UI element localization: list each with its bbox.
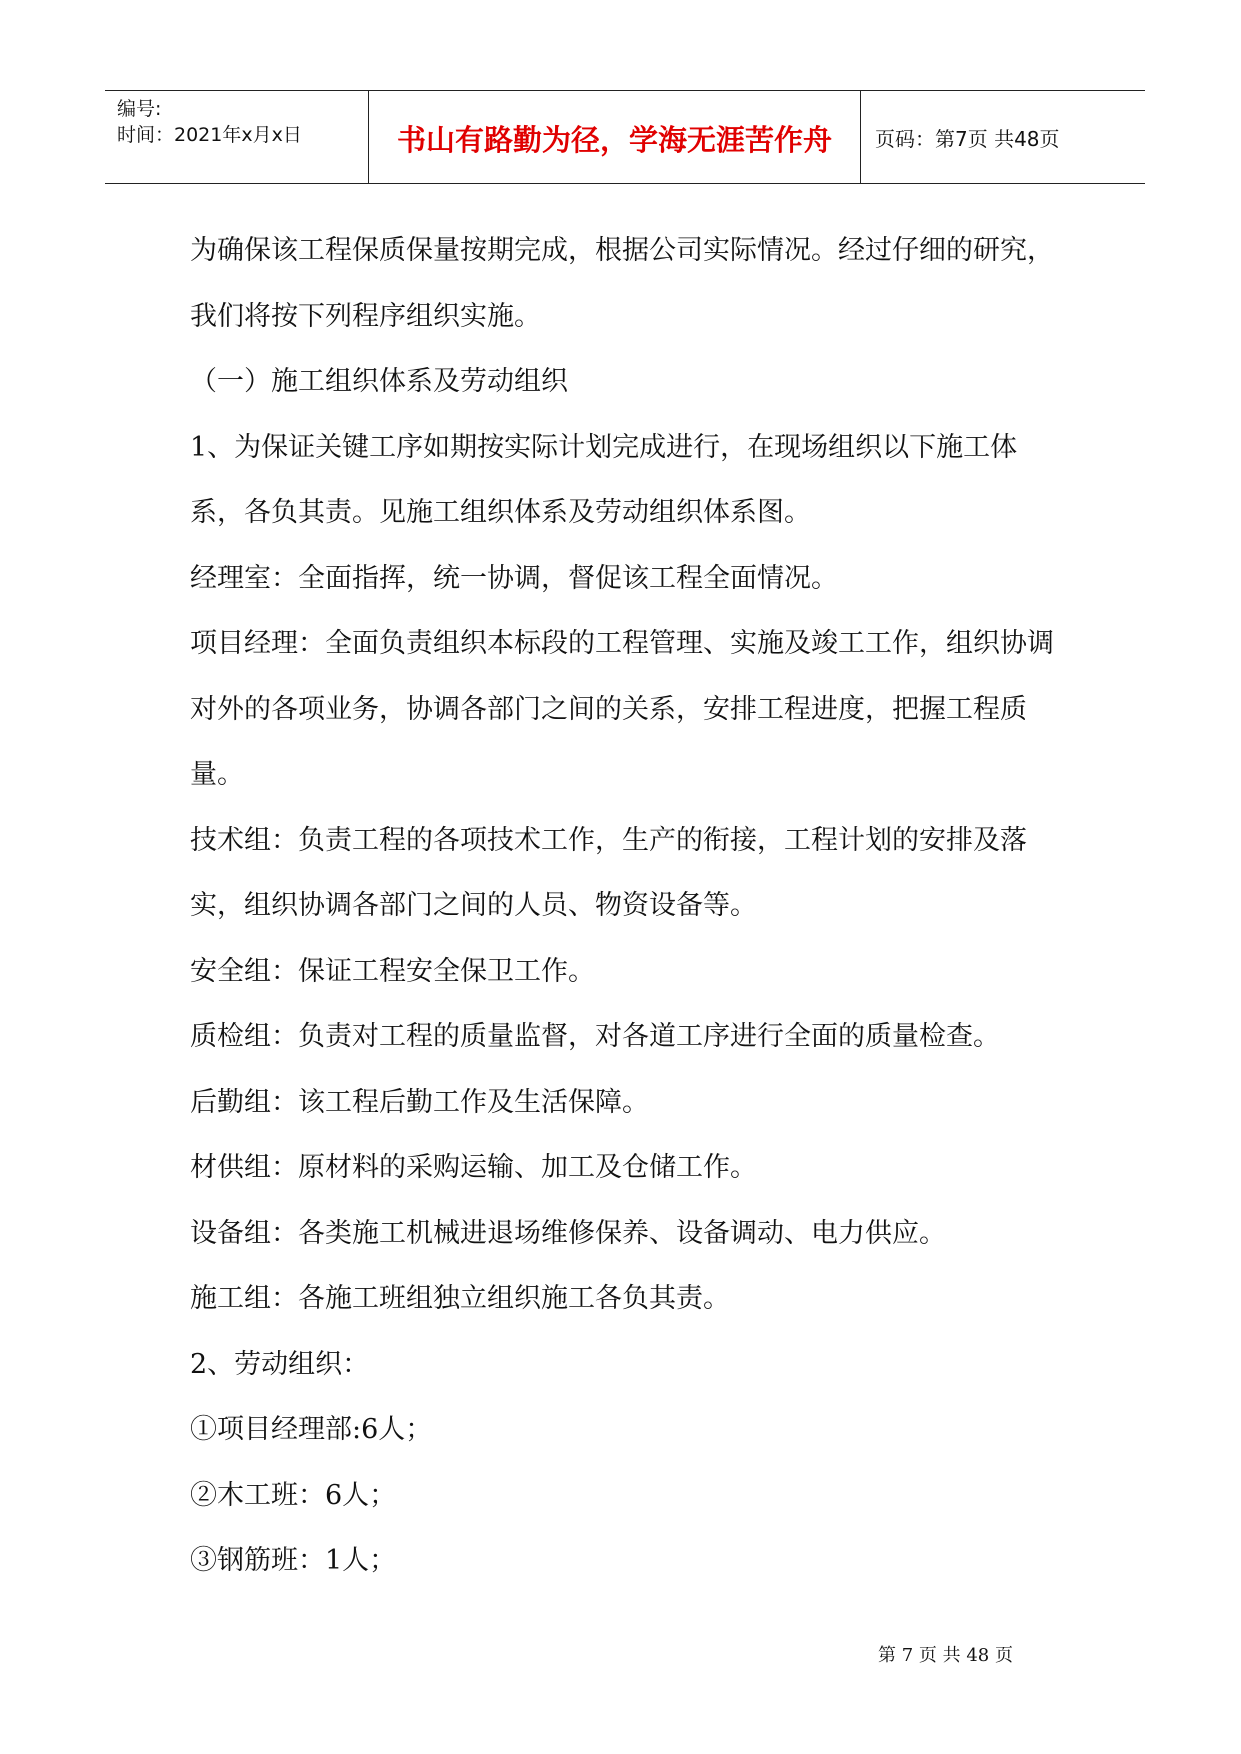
list-item: ③钢筋班：1人； — [190, 1545, 397, 1576]
paragraph-item-1: 1、为保证关键工序如期按实际计划完成进行，在现场组织以下施工体系，各负其责。见施工组织体系及劳动组织体系图。 — [190, 431, 1018, 528]
paragraph-manager-office: 经理室：全面指挥，统一协调，督促该工程全面情况。 — [190, 562, 838, 594]
document-number-label: 编号: — [117, 98, 162, 120]
list-item: ②木工班：6人； — [190, 1479, 397, 1511]
paragraph-project-manager: 项目经理：全面负责组织本标段的工程管理、实施及竣工工作，组织协调对外的各项业务，协调各部门之间的关系，安排工程进度，把握工程质量。 — [190, 628, 1054, 790]
paragraph-intro: 为确保该工程保质保量按期完成，根据公司实际情况。经过仔细的研究，我们将按下列程序组织实施。 — [190, 235, 1054, 332]
paragraph-equipment-group: 设备组：各类施工机械进退场维修保养、设备调动、电力供应。 — [190, 1217, 946, 1249]
document-body — [190, 218, 1070, 1594]
paragraph-materials-group: 材供组：原材料的采购运输、加工及仓储工作。 — [190, 1152, 757, 1183]
header-motto: 书山有路勤为径，学海无涯苦作舟 — [396, 122, 832, 157]
document-time: 时间：2021年x月x日 — [117, 124, 302, 146]
paragraph-technical-group: 技术组：负责工程的各项技术工作，生产的衔接，工程计划的安排及落实，组织协调各部门之间的人员、物资设备等。 — [190, 824, 1027, 921]
paragraph-quality-group: 质检组：负责对工程的质量监督，对各道工序进行全面的质量检查。 — [190, 1021, 1000, 1052]
paragraph-construction-group: 施工组：各施工班组独立组织施工各负其责。 — [190, 1283, 730, 1314]
paragraph-safety-group: 安全组：保证工程安全保卫工作。 — [190, 955, 595, 987]
page-footer: 第 7 页 共 48 页 — [878, 1645, 1013, 1666]
list-item: ①项目经理部:6人； — [190, 1414, 433, 1445]
header-page-info-cell — [861, 91, 1145, 183]
header-motto-cell — [369, 91, 861, 183]
header-page-info: 页码：第7页 共48页 — [875, 126, 1060, 151]
paragraph-logistics-group: 后勤组：该工程后勤工作及生活保障。 — [190, 1086, 649, 1118]
paragraph-item-2: 2、劳动组织： — [190, 1348, 370, 1380]
section-heading: （一）施工组织体系及劳动组织 — [190, 366, 568, 397]
page-header — [105, 90, 1145, 184]
header-meta — [105, 91, 369, 183]
